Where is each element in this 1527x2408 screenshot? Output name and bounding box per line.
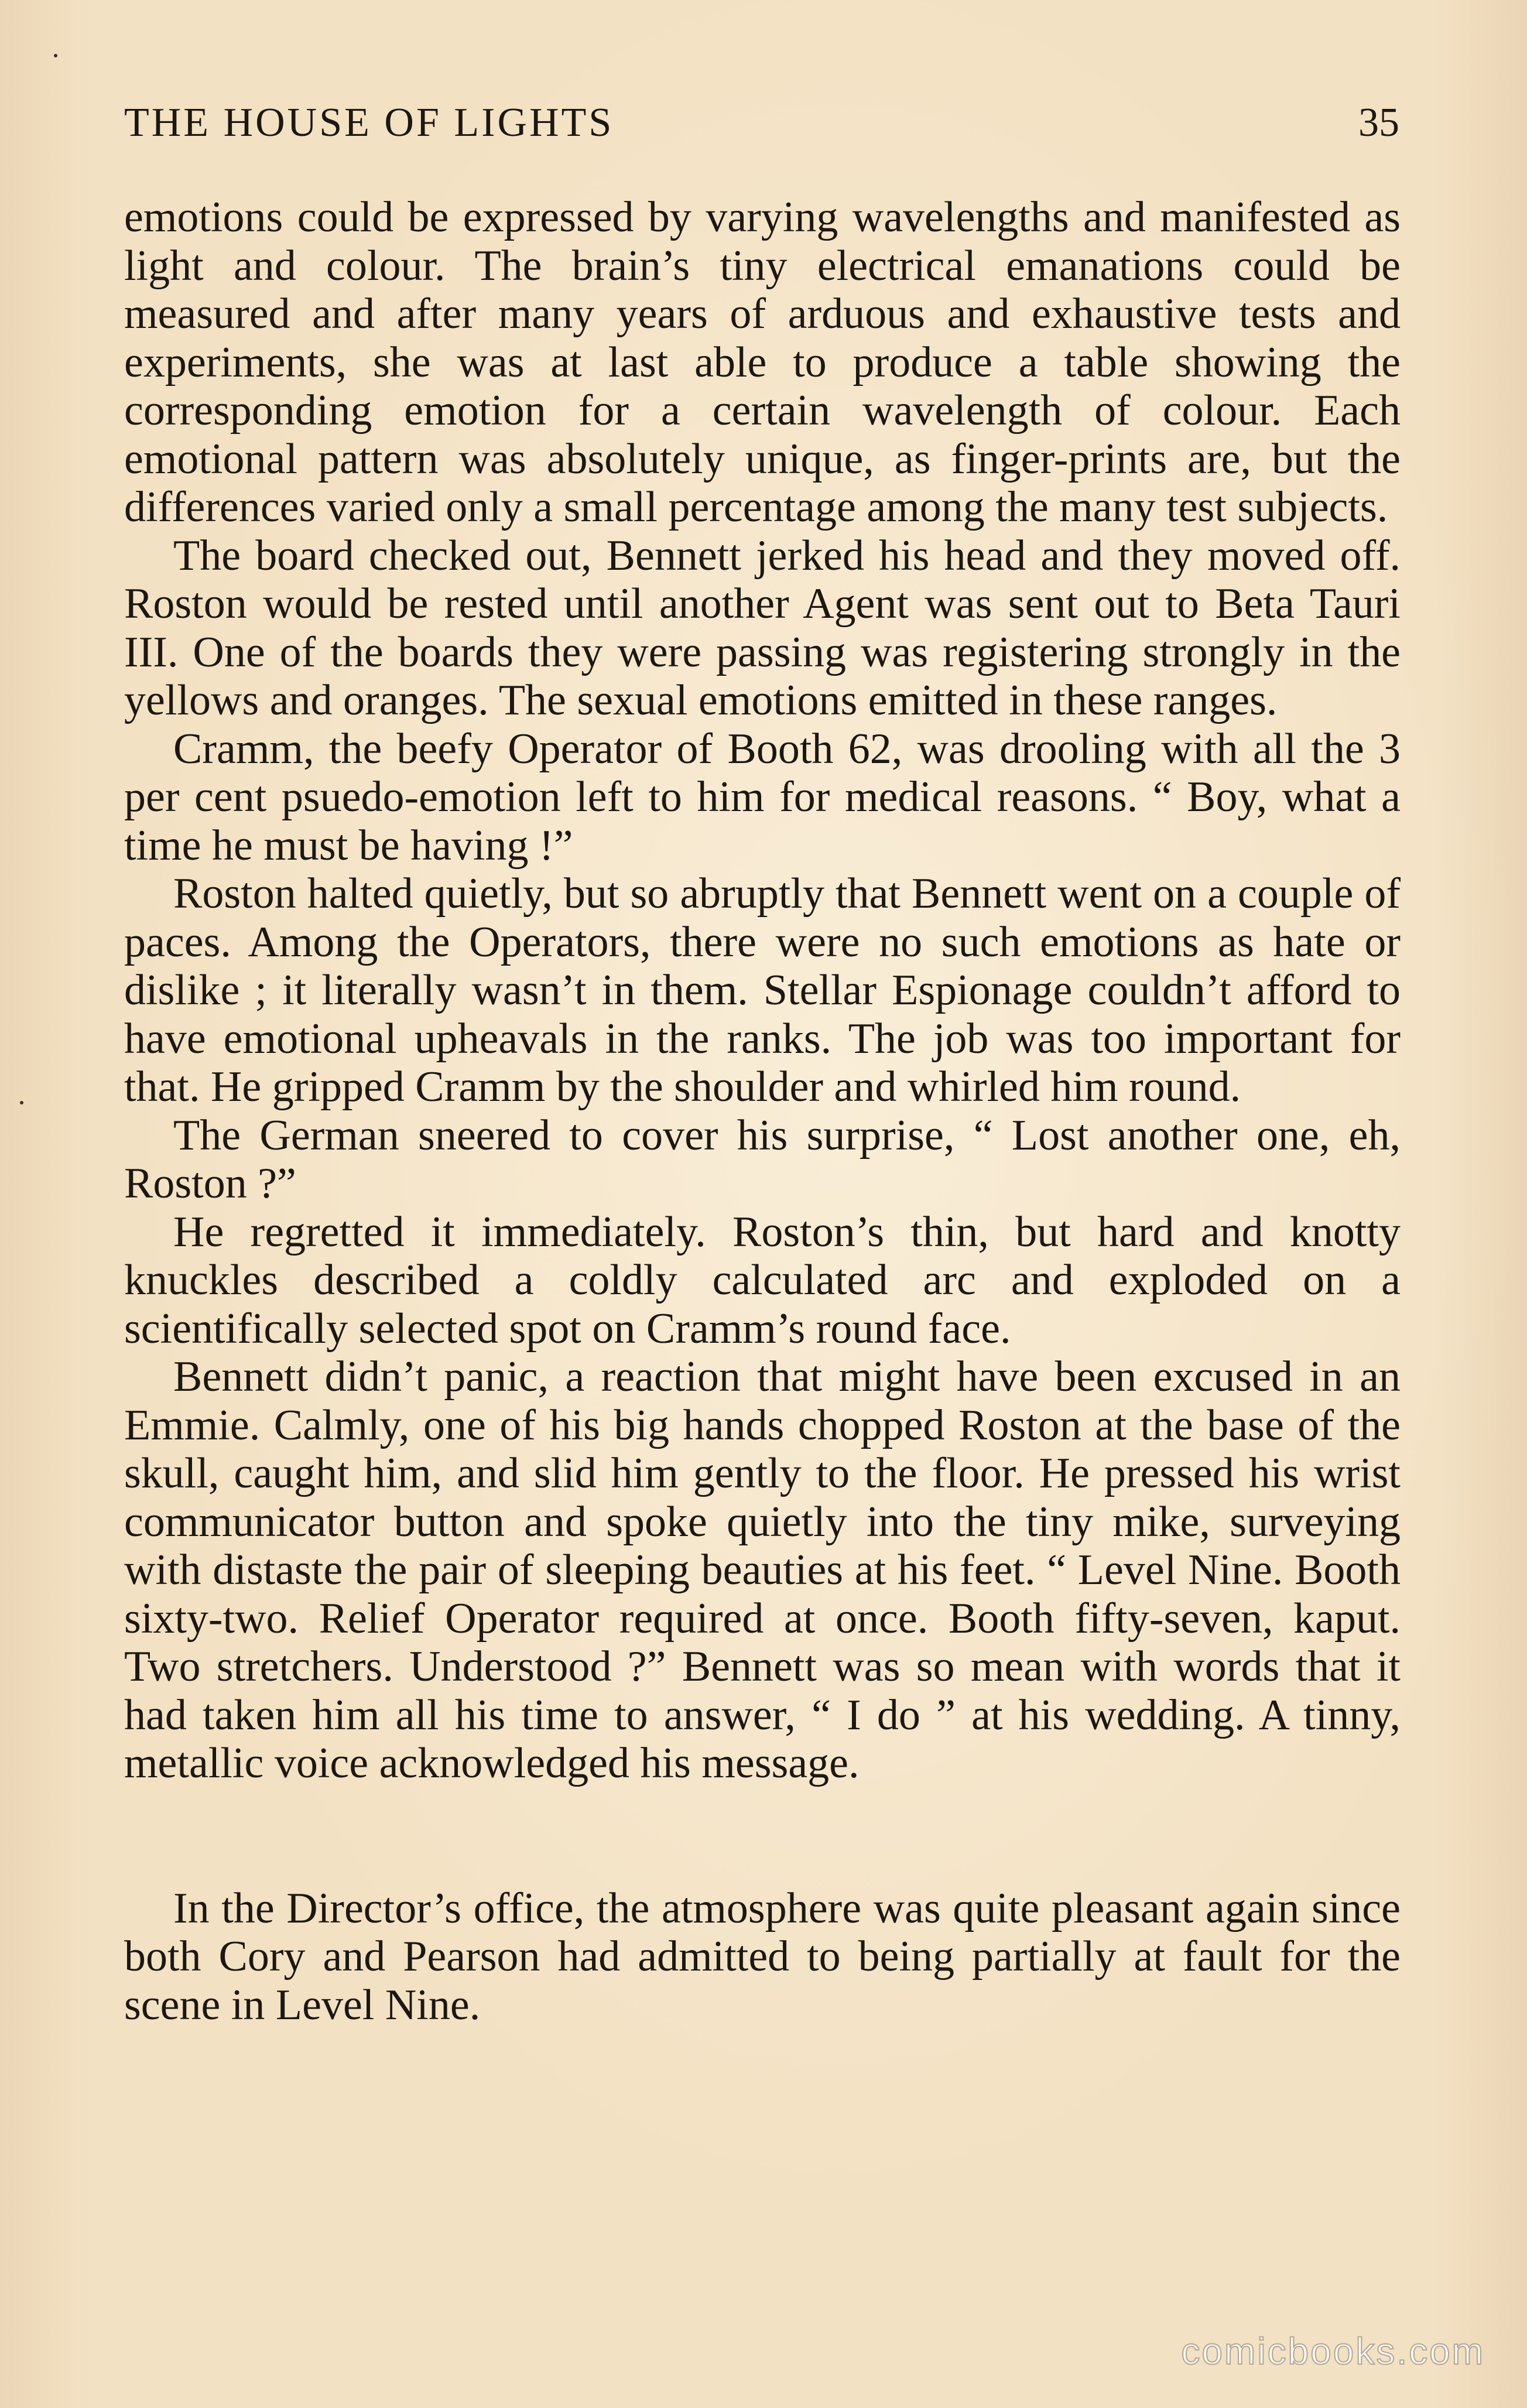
margin-mark	[20, 1101, 23, 1104]
paragraph: Bennett didn’t panic, a reaction that might have been excused in an Emmie. Calmly, one of his big hands chopped Roston at the base of the skull, caught him, and slid him gently to the floor. He pressed his wrist communicator button and spoke quietly into the tiny mike, surveying with distaste the pair of sleeping beauties at his feet. “ Level Nine. Booth sixty-two. Relief Operator required at once. Booth fifty-seven, kaput. Two stretchers. Understood ?” Bennett was so mean with words that it had taken him all his time to answer, “ I do ” at his wedding. A tinny, metallic voice acknowledged his message.	[124, 1353, 1401, 1787]
watermark: comicbooks.com	[1181, 2330, 1485, 2372]
section-break	[124, 1788, 1401, 1884]
paragraph: In the Director’s office, the atmosphere was quite pleasant again since both Cory and Pearson had admitted to being partially at fault for the scene in Level Nine.	[124, 1884, 1401, 2029]
page-number: 35	[1358, 100, 1399, 145]
paragraph: emotions could be expressed by varying wavelengths and manifested as light and colour. The brain’s tiny electrical emanations could be measured and after many years of arduous and exhaustive tests and experiments, she was at last able to produce a table showing the corresponding emotion for a certain wavelength of colour. Each emotional pattern was absolutely unique, as finger-prints are, but the differences varied only a small percentage among the many test subjects.	[124, 193, 1401, 531]
paragraph: He regretted it immediately. Roston’s thin, but hard and knotty knuckles described a coldly calculated arc and exploded on a scientifically selected spot on Cramm’s round face.	[124, 1208, 1401, 1353]
running-title: THE HOUSE OF LIGHTS	[124, 100, 614, 145]
paragraph: Cramm, the beefy Operator of Booth 62, was drooling with all the 3 per cent psuedo-emotion left to him for medical reasons. “ Boy, what a time he must be having !”	[124, 724, 1401, 870]
running-header	[124, 100, 1399, 158]
paragraph: Roston halted quietly, but so abruptly that Bennett went on a couple of paces. Among the Operators, there were no such emotions as hate or dislike ; it literally wasn’t in them. Stellar Espionage couldn’t afford to have emotional upheavals in the ranks. The job was too important for that. He gripped Cramm by the shoulder and whirled him round.	[124, 870, 1401, 1111]
paragraph: The board checked out, Bennett jerked his head and they moved off. Roston would be rested until another Agent was sent out to Beta Tauri III. One of the boards they were passing was registering strongly in the yellows and oranges. The sexual emotions emitted in these ranges.	[124, 531, 1401, 724]
body-text	[124, 193, 1401, 2029]
paragraph: The German sneered to cover his surprise, “ Lost another one, eh, Roston ?”	[124, 1111, 1401, 1208]
margin-mark	[54, 54, 57, 57]
